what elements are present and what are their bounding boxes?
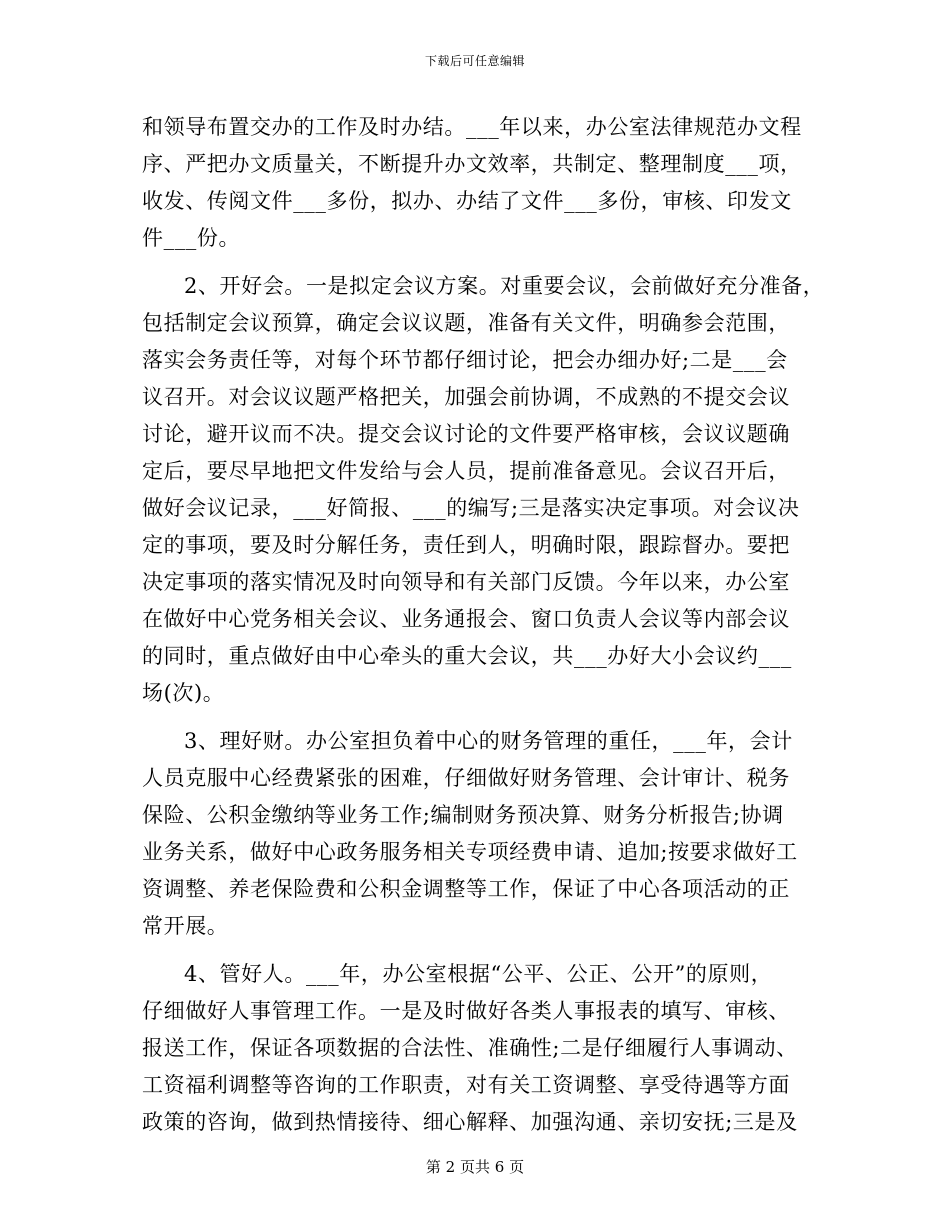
text-line: 包括制定会议预算，确定会议议题，准备有关文件，明确参会范围， — [142, 311, 790, 335]
text-line: 议召开。对会议议题严格把关，加强会前协调，不成熟的不提交会议 — [142, 385, 790, 409]
text-line: 定的事项，要及时分解任务，责任到人，明确时限，跟踪督办。要把 — [142, 533, 790, 557]
text-line: 业务关系，做好中心政务服务相关专项经费申请、追加;按要求做好工 — [142, 840, 798, 864]
text-line: 件___份。 — [142, 226, 241, 250]
paragraph-1 — [142, 109, 822, 257]
text-line: 常开展。 — [142, 914, 229, 938]
text-line: 在做好中心党务相关会议、业务通报会、窗口负责人会议等内部会议 — [142, 607, 790, 631]
paragraph-2 — [142, 268, 825, 712]
document-body — [142, 109, 825, 1141]
text-line: 做好会议记录，___好简报、___的编写;三是落实决定事项。对会议决 — [142, 496, 800, 520]
text-line: 决定事项的落实情况及时向领导和有关部门反馈。今年以来，办公室 — [142, 570, 790, 594]
text-line: 落实会务责任等，对每个环节都仔细讨论，把会办细办好;二是___会 — [142, 348, 788, 372]
page-number-footer: 第 2 页共 6 页 — [425, 1158, 525, 1176]
text-line: 收发、传阅文件___多份，拟办、办结了文件___多份，审核、印发文 — [142, 189, 792, 213]
text-line: 政策的咨询，做到热情接待、细心解释、加强沟通、亲切安抚;三是及 — [142, 1110, 798, 1134]
paragraph-gap — [142, 712, 822, 723]
text-line: 报送工作，保证各项数据的合法性、准确性;二是仔细履行人事调动、 — [142, 1036, 798, 1060]
paragraph-gap — [142, 945, 822, 956]
text-line: 3、理好财。办公室担负着中心的财务管理的重任，___年，会计 — [184, 729, 793, 753]
text-line: 讨论，避开议而不决。提交会议讨论的文件要严格审核，会议议题确 — [142, 422, 790, 446]
text-line: 工资福利调整等咨询的工作职责，对有关工资调整、享受待遇等方面 — [142, 1073, 790, 1097]
text-line: 资调整、养老保险费和公积金调整等工作，保证了中心各项活动的正 — [142, 877, 790, 901]
text-line: 序、严把办文质量关，不断提升办文效率，共制定、整理制度___项， — [142, 152, 802, 176]
text-line: 保险、公积金缴纳等业务工作;编制财务预决算、财务分析报告;协调 — [142, 803, 784, 827]
text-line: 4、管好人。___年，办公室根据“公平、公正、公开”的原则， — [184, 962, 773, 986]
text-line: 2、开好会。一是拟定会议方案。对重要会议，会前做好充分准备， — [184, 274, 825, 298]
text-line: 仔细做好人事管理工作。一是及时做好各类人事报表的填写、审核、 — [142, 999, 790, 1023]
paragraph-4 — [142, 956, 822, 1141]
text-line: 和领导布置交办的工作及时办结。___年以来，办公室法律规范办文程 — [142, 115, 802, 139]
text-line: 场(次)。 — [142, 681, 225, 705]
text-line: 人员克服中心经费紧张的困难，仔细做好财务管理、会计审计、税务 — [142, 766, 790, 790]
page-header-note: 下载后可任意编辑 — [424, 54, 525, 68]
paragraph-gap — [142, 257, 822, 268]
paragraph-3 — [142, 723, 822, 945]
text-line: 定后，要尽早地把文件发给与会人员，提前准备意见。会议召开后， — [142, 459, 790, 483]
text-line: 的同时，重点做好由中心牵头的重大会议，共___办好大小会议约___ — [142, 644, 792, 668]
